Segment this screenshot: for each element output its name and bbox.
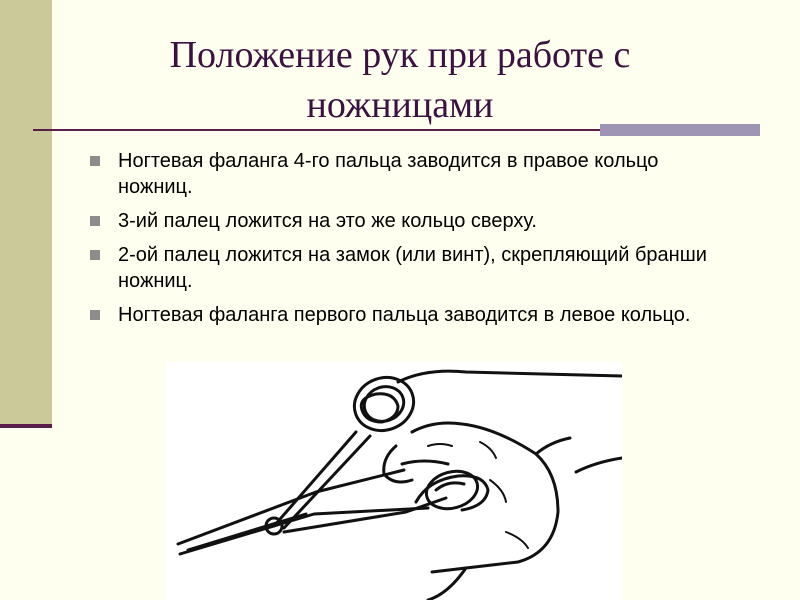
bullet-item — [90, 208, 730, 234]
title-accent-bar — [600, 124, 760, 136]
square-bullet-icon — [90, 310, 100, 320]
square-bullet-icon — [90, 156, 100, 166]
scissors-ring-right — [347, 369, 421, 438]
bullet-list — [90, 148, 730, 336]
bullet-text: Ногтевая фаланга первого пальца заводится в левое кольцо. — [118, 304, 691, 326]
side-decor-rule — [0, 424, 52, 428]
hand-outline — [398, 371, 622, 382]
square-bullet-icon — [90, 250, 100, 260]
hand-scissors-drawing — [166, 362, 622, 600]
ring-finger-tip — [361, 394, 398, 422]
scissors-hand-illustration — [166, 362, 622, 600]
side-decor-band — [0, 0, 52, 428]
bullet-text: 3-ий палец ложится на это же кольцо сверху. — [118, 210, 537, 232]
bullet-item — [90, 242, 730, 294]
bullet-text: Ногтевая фаланга 4-го пальца заводится в правое кольцо ножниц. — [118, 150, 659, 198]
bullet-item — [90, 302, 730, 328]
square-bullet-icon — [90, 216, 100, 226]
bullet-text: 2-ой палец ложится на замок (или винт), скрепляющий бранши ножниц. — [118, 244, 707, 292]
slide-title: Положение рук при работе с ножницами — [169, 34, 631, 126]
bullet-item — [90, 148, 730, 200]
